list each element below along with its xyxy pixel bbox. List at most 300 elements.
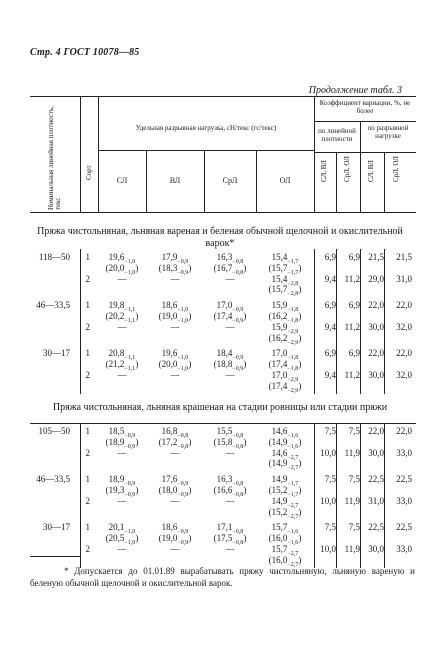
value-cell-sl bbox=[98, 300, 146, 313]
value-cell-sl bbox=[98, 262, 146, 276]
value-tolerance: −1,6 bbox=[287, 539, 299, 546]
value-main: (16,0 bbox=[268, 533, 288, 544]
variation-cell-v4: 33,0 bbox=[396, 447, 412, 458]
value-cell-sl bbox=[98, 485, 146, 498]
variation-cell-v1: 7,5 bbox=[324, 426, 336, 436]
density-cell: 118—50 bbox=[38, 252, 70, 262]
header-divider bbox=[80, 96, 81, 212]
value-tolerance: −1,8 bbox=[287, 306, 299, 313]
value-cell-ol bbox=[256, 262, 314, 276]
value-close: ) bbox=[298, 554, 302, 565]
value-cell-vl bbox=[146, 348, 204, 362]
value-close: ) bbox=[243, 436, 247, 447]
table-row bbox=[0, 544, 427, 555]
value-close: ) bbox=[298, 359, 302, 370]
value-main: (17,4 bbox=[268, 380, 288, 391]
value-cell-vl bbox=[146, 496, 204, 506]
variation-subrule-2 bbox=[314, 152, 416, 153]
value-main: (15,7 bbox=[268, 262, 288, 273]
col-sl-heading: СЛ bbox=[116, 176, 128, 185]
value-tolerance: −0,9 bbox=[124, 443, 136, 450]
value-main: (18,0 bbox=[158, 485, 178, 495]
header-divider bbox=[336, 152, 337, 212]
value-tolerance: −0,8 bbox=[177, 432, 189, 439]
value-main: 15,7 bbox=[271, 522, 288, 533]
value-tolerance: −2,9 bbox=[287, 387, 299, 394]
value-cell-sl bbox=[98, 544, 146, 554]
value-tolerance: −0,8 bbox=[232, 539, 244, 546]
value-close: ) bbox=[188, 485, 192, 495]
value-cell-ol bbox=[256, 522, 314, 536]
value-main: (16,2 bbox=[268, 311, 288, 321]
variation-subrule bbox=[314, 121, 416, 122]
value-main: 17,0 bbox=[271, 348, 288, 359]
table-row bbox=[0, 284, 427, 298]
variation-cell-v3: 22,5 bbox=[368, 474, 384, 485]
value-tolerance: −2,7 bbox=[287, 561, 299, 568]
value-cell-ol bbox=[256, 284, 314, 298]
value-close: ) bbox=[298, 485, 302, 495]
body-divider bbox=[360, 249, 361, 394]
density-cell: 46—33,5 bbox=[36, 474, 70, 485]
value-cell-ol bbox=[256, 370, 314, 383]
value-tolerance: −1,7 bbox=[287, 491, 299, 498]
value-close: ) bbox=[188, 262, 192, 273]
variation-cell-v4: 33,0 bbox=[396, 544, 412, 554]
value-main: — bbox=[117, 447, 127, 458]
value-main: 19,8 bbox=[108, 300, 125, 311]
value-cell-srl bbox=[204, 436, 256, 450]
value-tolerance: −1,7 bbox=[287, 269, 299, 276]
value-main: — bbox=[225, 544, 235, 554]
variation-cell-v4: 33,0 bbox=[396, 495, 412, 506]
value-main: (17,5 bbox=[213, 533, 233, 544]
value-cell-srl bbox=[204, 300, 256, 313]
value-tolerance: −2,7 bbox=[287, 465, 299, 472]
value-main: 15,9 bbox=[271, 321, 288, 332]
grade-cell: 2 bbox=[85, 544, 90, 554]
value-main: 15,7 bbox=[271, 544, 288, 554]
value-main: 18,6 bbox=[161, 300, 178, 311]
value-tolerance: −1,0 bbox=[124, 269, 136, 276]
value-cell-srl bbox=[204, 348, 256, 362]
value-main: (17,2 bbox=[158, 436, 178, 447]
grade-cell: 1 bbox=[85, 474, 90, 485]
table-row bbox=[0, 437, 427, 448]
variation-cell-v2: 11,9 bbox=[344, 495, 360, 506]
body-divider bbox=[336, 249, 337, 394]
value-main: 14,9 bbox=[271, 495, 288, 506]
value-cell-ol bbox=[256, 300, 314, 313]
variation-cell-v2: 11,2 bbox=[344, 370, 360, 380]
table-row bbox=[0, 252, 427, 263]
value-main: (19,3 bbox=[105, 485, 125, 495]
variation-cell-v1: 10,0 bbox=[320, 544, 336, 554]
value-main: (19,0 bbox=[158, 533, 178, 544]
value-main: 20,1 bbox=[108, 522, 125, 533]
breaking-load-subrule bbox=[98, 150, 314, 151]
section-title: Пряжа чистольняная, льняная вареная и беленая обычной щелочной и окислительной варок* bbox=[37, 226, 403, 249]
variation-cell-v4: 22,5 bbox=[396, 522, 412, 533]
variation-cell-v2: 11,9 bbox=[344, 447, 360, 458]
grade-cell: 2 bbox=[85, 321, 90, 332]
value-tolerance: −0,9 bbox=[232, 355, 244, 362]
value-cell-sl bbox=[98, 522, 146, 536]
value-main: 18,9 bbox=[108, 474, 125, 485]
density-cell: 30—17 bbox=[43, 348, 70, 359]
value-tolerance: −1,1 bbox=[124, 317, 136, 324]
body-divider bbox=[314, 249, 315, 394]
value-close: ) bbox=[135, 436, 139, 447]
value-tolerance: −1,6 bbox=[287, 529, 299, 536]
value-cell-ol bbox=[256, 311, 314, 324]
value-tolerance: −0,8 bbox=[232, 529, 244, 536]
variation-breaking-heading: по разрывной нагрузке bbox=[367, 124, 409, 140]
table-row bbox=[0, 507, 427, 518]
variation-cell-v4: 22,0 bbox=[396, 348, 412, 359]
table-row bbox=[0, 533, 427, 544]
value-main: 16,8 bbox=[161, 426, 178, 436]
value-cell-sl bbox=[98, 533, 146, 546]
value-tolerance: −2,9 bbox=[287, 376, 299, 383]
value-main: 14,6 bbox=[271, 426, 288, 436]
value-cell-ol bbox=[256, 436, 314, 450]
table-row bbox=[0, 359, 427, 370]
value-cell-ol bbox=[256, 359, 314, 372]
value-main: (16,6 bbox=[213, 485, 233, 495]
value-main: (15,2 bbox=[268, 506, 288, 517]
value-main: — bbox=[225, 321, 235, 332]
value-close: ) bbox=[298, 533, 302, 544]
value-cell-vl bbox=[146, 533, 204, 546]
value-tolerance: −1,0 bbox=[124, 529, 136, 536]
grade-cell: 1 bbox=[85, 300, 90, 311]
value-cell-srl bbox=[204, 448, 256, 458]
value-cell-sl bbox=[98, 252, 146, 265]
col-vl-heading: ВЛ bbox=[169, 176, 181, 185]
variation-cell-v4: 22,0 bbox=[396, 426, 412, 436]
grade-cell: 2 bbox=[85, 495, 90, 506]
value-cell-vl bbox=[146, 485, 204, 498]
value-main: 19,6 bbox=[161, 348, 178, 359]
header-divider bbox=[360, 121, 361, 212]
value-tolerance: −0,8 bbox=[232, 258, 244, 265]
col-grade-heading: Сорт bbox=[85, 165, 93, 180]
variation-cell-v1: 9,4 bbox=[324, 273, 336, 284]
value-close: ) bbox=[298, 311, 302, 321]
value-tolerance: −0,9 bbox=[232, 317, 244, 324]
value-tolerance: −0,8 bbox=[232, 491, 244, 498]
value-cell-sl bbox=[98, 426, 146, 439]
value-cell-srl bbox=[204, 496, 256, 506]
header-divider bbox=[314, 96, 315, 212]
footnote-rule bbox=[30, 556, 80, 557]
value-cell-ol bbox=[256, 332, 314, 346]
table-row bbox=[0, 263, 427, 274]
value-tolerance: −0,8 bbox=[232, 432, 244, 439]
value-tolerance: −0,9 bbox=[177, 258, 189, 265]
value-main: 14,6 bbox=[271, 447, 288, 458]
value-cell-srl bbox=[204, 274, 256, 284]
table-row bbox=[0, 522, 427, 536]
value-main: 19,6 bbox=[108, 252, 125, 262]
value-close: ) bbox=[135, 262, 139, 273]
value-close: ) bbox=[188, 359, 192, 370]
value-tolerance: −2,8 bbox=[287, 291, 299, 298]
value-main: 17,9 bbox=[161, 252, 178, 262]
value-main: — bbox=[170, 495, 180, 506]
value-tolerance: −2,7 bbox=[287, 513, 299, 520]
value-close: ) bbox=[135, 485, 139, 495]
value-cell-vl bbox=[146, 474, 204, 487]
section-top-rule bbox=[30, 423, 416, 424]
value-main: (18,3 bbox=[158, 262, 178, 273]
variation-cell-v3: 22,5 bbox=[368, 522, 384, 533]
value-main: 18,6 bbox=[161, 522, 178, 533]
grade-cell: 1 bbox=[85, 252, 90, 262]
value-main: — bbox=[117, 370, 127, 380]
value-main: 15,4 bbox=[271, 252, 288, 262]
grade-cell: 2 bbox=[85, 447, 90, 458]
value-cell-vl bbox=[146, 448, 204, 458]
value-tolerance: −1,7 bbox=[287, 258, 299, 265]
table-row bbox=[0, 426, 427, 437]
value-tolerance: −1,7 bbox=[287, 480, 299, 487]
value-close: ) bbox=[135, 311, 139, 321]
value-tolerance: −1,0 bbox=[177, 306, 189, 313]
value-close: ) bbox=[298, 284, 302, 295]
value-main: — bbox=[170, 321, 180, 332]
value-main: — bbox=[117, 544, 127, 554]
value-main: 18,4 bbox=[216, 348, 233, 359]
value-cell-srl bbox=[204, 252, 256, 265]
value-close: ) bbox=[243, 485, 247, 495]
variation-density-heading: по линейной плотности bbox=[318, 127, 356, 143]
value-cell-ol bbox=[256, 348, 314, 362]
value-main: 18,5 bbox=[108, 426, 125, 436]
variation-cell-v2: 6,9 bbox=[348, 348, 360, 359]
value-close: ) bbox=[298, 506, 302, 517]
grade-cell: 2 bbox=[85, 273, 90, 284]
variation-cell-v2: 11,9 bbox=[344, 544, 360, 554]
value-cell-vl bbox=[146, 370, 204, 380]
value-cell-sl bbox=[98, 496, 146, 506]
variation-cell-v1: 6,9 bbox=[324, 252, 336, 262]
value-tolerance: −0,8 bbox=[232, 443, 244, 450]
col-ol-heading: ОЛ bbox=[279, 176, 291, 185]
value-cell-vl bbox=[146, 311, 204, 324]
value-cell-srl bbox=[204, 522, 256, 536]
value-cell-vl bbox=[146, 322, 204, 332]
value-tolerance: −1,8 bbox=[287, 365, 299, 372]
value-main: (20,0 bbox=[158, 359, 178, 370]
value-cell-sl bbox=[98, 322, 146, 332]
variation-cell-v1: 7,5 bbox=[324, 474, 336, 485]
value-main: (20,0 bbox=[105, 262, 125, 273]
value-tolerance: −0,9 bbox=[124, 432, 136, 439]
value-cell-sl bbox=[98, 436, 146, 450]
variation-cell-v2: 7,5 bbox=[348, 474, 360, 485]
value-cell-ol bbox=[256, 506, 314, 520]
variation-cell-v2: 11,2 bbox=[344, 321, 360, 332]
variation-cell-v1: 7,5 bbox=[324, 522, 336, 533]
value-cell-sl bbox=[98, 348, 146, 362]
value-close: ) bbox=[188, 533, 192, 544]
value-main: — bbox=[225, 495, 235, 506]
body-divider bbox=[336, 423, 337, 568]
variation-cell-v2: 6,9 bbox=[348, 252, 360, 262]
variation-cell-v4: 32,0 bbox=[396, 321, 412, 332]
value-tolerance: −2,9 bbox=[287, 328, 299, 335]
header-top-rule bbox=[30, 96, 416, 97]
value-cell-vl bbox=[146, 252, 204, 265]
value-main: 20,8 bbox=[108, 348, 125, 359]
value-close: ) bbox=[188, 436, 192, 447]
value-tolerance: −1,0 bbox=[124, 258, 136, 265]
value-main: — bbox=[117, 495, 127, 506]
value-cell-vl bbox=[146, 522, 204, 536]
value-main: (17,4 bbox=[268, 359, 288, 370]
value-tolerance: −0,9 bbox=[177, 480, 189, 487]
variation-cell-v4: 21,5 bbox=[396, 252, 412, 262]
value-cell-srl bbox=[204, 485, 256, 498]
variation-cell-v3: 30,0 bbox=[368, 321, 384, 332]
table-row bbox=[0, 311, 427, 322]
value-main: (18,8 bbox=[213, 359, 233, 370]
value-tolerance: −0,8 bbox=[232, 269, 244, 276]
variation-cell-v3: 30,0 bbox=[368, 544, 384, 554]
value-main: (16,7 bbox=[213, 262, 233, 273]
value-close: ) bbox=[298, 458, 302, 469]
value-main: (14,9 bbox=[268, 436, 288, 447]
value-main: 14,9 bbox=[271, 474, 288, 485]
value-main: 17,6 bbox=[161, 474, 178, 485]
value-cell-srl bbox=[204, 533, 256, 546]
value-tolerance: −0,8 bbox=[232, 480, 244, 487]
value-close: ) bbox=[298, 262, 302, 273]
value-close: ) bbox=[243, 533, 247, 544]
value-cell-srl bbox=[204, 322, 256, 332]
value-cell-srl bbox=[204, 311, 256, 324]
value-main: — bbox=[225, 447, 235, 458]
value-close: ) bbox=[243, 262, 247, 273]
value-close: ) bbox=[298, 436, 302, 447]
header-divider bbox=[98, 96, 99, 212]
value-cell-vl bbox=[146, 274, 204, 284]
value-tolerance: −2,8 bbox=[287, 280, 299, 287]
value-tolerance: −1,0 bbox=[124, 539, 136, 546]
value-cell-ol bbox=[256, 533, 314, 546]
value-cell-sl bbox=[98, 311, 146, 324]
value-close: ) bbox=[135, 359, 139, 370]
value-close: ) bbox=[298, 332, 302, 343]
grade-cell: 2 bbox=[85, 370, 90, 380]
value-cell-ol bbox=[256, 380, 314, 394]
value-main: (21,2 bbox=[105, 359, 125, 370]
value-cell-vl bbox=[146, 544, 204, 554]
footnote: * Допускается до 01.01.89 вырабатывать пряжу чистольняную, льняную вареную и беленую обычной щелочной и окислительной варок. bbox=[30, 566, 415, 588]
variation-cell-v3: 21,5 bbox=[368, 252, 384, 262]
value-main: 17,0 bbox=[271, 370, 288, 380]
body-divider bbox=[80, 423, 81, 568]
body-divider bbox=[314, 423, 315, 568]
value-main: — bbox=[225, 370, 235, 380]
value-main: 17,0 bbox=[216, 300, 233, 311]
body-divider bbox=[80, 249, 81, 394]
table-row bbox=[0, 496, 427, 507]
value-main: (18,9 bbox=[105, 436, 125, 447]
table-row bbox=[0, 274, 427, 285]
value-cell-vl bbox=[146, 359, 204, 372]
value-cell-srl bbox=[204, 544, 256, 554]
body-divider bbox=[384, 249, 385, 394]
value-cell-ol bbox=[256, 458, 314, 472]
value-tolerance: −0,9 bbox=[124, 491, 136, 498]
table-row bbox=[0, 322, 427, 333]
value-main: (16,0 bbox=[268, 554, 288, 565]
value-main: — bbox=[117, 273, 127, 284]
value-tolerance: −2,7 bbox=[287, 454, 299, 461]
value-cell-ol bbox=[256, 321, 314, 335]
table-row bbox=[0, 448, 427, 459]
table-continuation-label: Продолжение табл. 3 bbox=[308, 85, 402, 96]
value-tolerance: −0,9 bbox=[177, 491, 189, 498]
value-tolerance: −2,7 bbox=[287, 502, 299, 509]
value-cell-srl bbox=[204, 426, 256, 439]
grade-cell: 1 bbox=[85, 348, 90, 359]
value-close: ) bbox=[243, 311, 247, 321]
value-tolerance: −1,0 bbox=[177, 317, 189, 324]
value-main: (15,8 bbox=[213, 436, 233, 447]
density-cell: 105—50 bbox=[38, 426, 70, 436]
value-tolerance: −0,9 bbox=[232, 365, 244, 372]
value-tolerance: −2,7 bbox=[287, 550, 299, 557]
value-main: 16,3 bbox=[216, 252, 233, 262]
value-cell-vl bbox=[146, 426, 204, 439]
value-tolerance: −1,1 bbox=[124, 306, 136, 313]
value-main: (15,2 bbox=[268, 485, 288, 495]
value-close: ) bbox=[243, 359, 247, 370]
value-cell-vl bbox=[146, 262, 204, 276]
value-tolerance: −0,9 bbox=[124, 480, 136, 487]
variation-cell-v4: 22,0 bbox=[396, 300, 412, 311]
value-cell-ol bbox=[256, 273, 314, 287]
variation-cell-v1: 6,9 bbox=[324, 300, 336, 311]
value-main: (19,0 bbox=[158, 311, 178, 321]
value-main: (20,5 bbox=[105, 533, 125, 544]
variation-cell-v4: 32,0 bbox=[396, 370, 412, 380]
table-row bbox=[0, 300, 427, 311]
value-main: — bbox=[170, 370, 180, 380]
value-tolerance: −0,9 bbox=[177, 269, 189, 276]
value-cell-vl bbox=[146, 436, 204, 450]
table-row bbox=[0, 474, 427, 485]
value-cell-ol bbox=[256, 495, 314, 509]
col-density-heading: Номинальная линейная плотность, текс bbox=[47, 106, 62, 210]
col-v2-sl-vl-heading: СЛ, ВЛ bbox=[367, 160, 375, 182]
value-close: ) bbox=[298, 380, 302, 391]
value-main: — bbox=[170, 447, 180, 458]
variation-cell-v2: 7,5 bbox=[348, 426, 360, 436]
col-v-sl-vl-heading: СЛ, ВЛ bbox=[320, 160, 328, 182]
value-cell-srl bbox=[204, 359, 256, 372]
value-main: (14,9 bbox=[268, 458, 288, 469]
value-tolerance: −1,8 bbox=[287, 355, 299, 362]
variation-cell-v3: 22,0 bbox=[368, 426, 384, 436]
value-cell-srl bbox=[204, 474, 256, 487]
variation-cell-v2: 11,2 bbox=[344, 273, 360, 284]
density-cell: 46—33,5 bbox=[36, 300, 70, 311]
